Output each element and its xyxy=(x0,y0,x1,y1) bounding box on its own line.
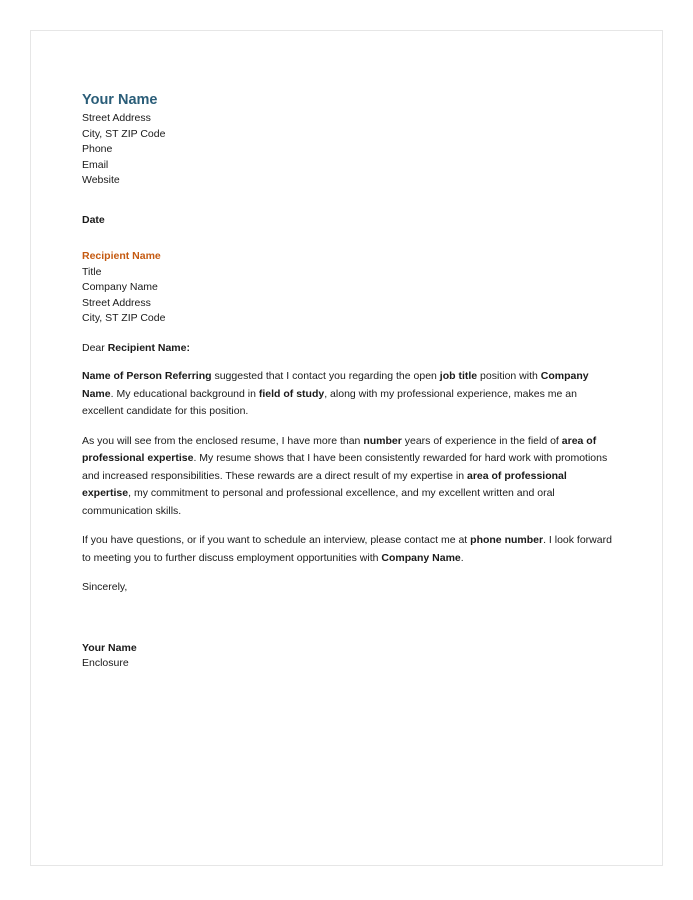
text-segment: , along with my professional experience, makes me an excellent candidate for this position. xyxy=(82,387,577,417)
letter-date: Date xyxy=(82,213,105,226)
sender-email: Email xyxy=(82,158,109,171)
recipient-name: Recipient Name xyxy=(82,250,161,262)
text-segment: . My resume shows that I have been consistently rewarded for hard work with promotions and increased responsibilities. These rewards are a direct result of my expertise in xyxy=(82,452,608,482)
recipient-title: Title xyxy=(82,265,102,278)
signature-name-text: Your Name xyxy=(82,641,137,654)
salutation-name: Recipient Name: xyxy=(107,341,190,354)
sender-block xyxy=(82,91,612,189)
recipient-company: Company Name xyxy=(82,281,158,293)
salutation-prefix: Dear xyxy=(82,341,108,354)
text-segment: suggested that I contact you regarding the open xyxy=(211,370,440,382)
enclosure-note: Enclosure xyxy=(82,657,129,669)
years-number: number xyxy=(363,434,402,447)
company-name: Company Name xyxy=(381,551,461,564)
body-paragraph-2 xyxy=(82,433,612,521)
recipient-street: Street Address xyxy=(82,296,151,309)
expertise-area: area of professional expertise xyxy=(82,469,567,499)
sender-street: Street Address xyxy=(82,112,151,124)
letter-page xyxy=(30,30,663,866)
text-segment: years of experience in the field of xyxy=(401,434,562,447)
salutation xyxy=(82,341,612,357)
signature-name xyxy=(82,641,612,657)
text-segment: . I look forward to meeting you to further discuss employment opportunities with xyxy=(82,534,612,564)
field-of-study: field of study xyxy=(258,387,325,400)
body-paragraph-3 xyxy=(82,532,612,567)
text-segment: . xyxy=(460,551,464,564)
company-name: Company Name xyxy=(82,370,589,400)
recipient-block xyxy=(82,249,612,327)
referrer-name: Name of Person Referring xyxy=(82,370,212,382)
closing: Sincerely, xyxy=(82,581,128,593)
sender-name: Your Name xyxy=(82,92,158,108)
letter-content xyxy=(82,91,612,672)
text-segment: . My educational background in xyxy=(110,387,259,400)
text-segment: , my commitment to personal and professional excellence, and my excellent written and oral communication skills. xyxy=(82,487,555,517)
signature-block xyxy=(82,641,612,672)
body-paragraph-1 xyxy=(82,368,612,421)
sender-city: City, ST ZIP Code xyxy=(82,127,166,140)
job-title: job title xyxy=(439,370,478,382)
sender-phone: Phone xyxy=(82,143,113,155)
text-segment: position with xyxy=(477,370,541,382)
recipient-city: City, ST ZIP Code xyxy=(82,312,166,324)
text-segment: If you have questions, or if you want to schedule an interview, please contact me at xyxy=(82,534,471,546)
phone-number: phone number xyxy=(470,534,544,546)
text-segment: As you will see from the enclosed resume, I have more than xyxy=(82,434,364,447)
expertise-area: area of professional expertise xyxy=(82,434,597,464)
sender-website: Website xyxy=(82,174,120,186)
